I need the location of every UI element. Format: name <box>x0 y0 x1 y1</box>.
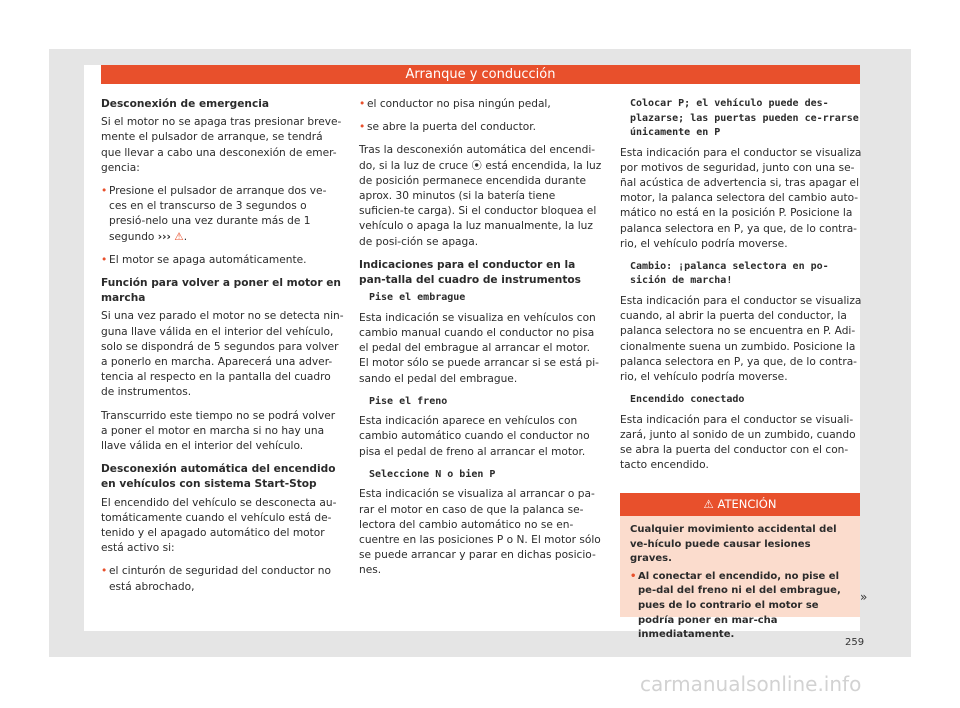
paragraph: Esta indicación para el conductor se visualiza por motivos de seguridad, junto con una se-ñal acústica de advertencia si, tras apagar el motor, la palanca selectora del cambio auto-mático no está en la posición P. Posicione la palanca selectora en P, ya que, de lo contra-rio, el vehículo podría moverse. <box>620 146 862 250</box>
warning-triangle-icon: ⚠ <box>703 497 714 511</box>
watermark: carmanualsonline.info <box>640 672 862 696</box>
bullet-text: Presione el pulsador de arranque dos ve-ces en el transcurso de 3 segundos o presió-nelo una vez durante más de 1 segundo <box>109 185 327 243</box>
column-middle <box>359 97 602 587</box>
warning-title: ATENCIÓN <box>717 497 777 511</box>
warning-header <box>620 493 860 516</box>
column-right <box>620 97 863 481</box>
reference-arrow: ››› <box>157 230 171 243</box>
page-number: 259 <box>845 637 865 648</box>
paragraph: Si el motor no se apaga tras presionar breve-mente el pulsador de arranque, se tendrá que llevar a cabo una desconexión de emer-gencia: <box>101 116 342 174</box>
heading-restart-function: Función para volver a poner el motor en marcha <box>101 277 341 305</box>
display-message: Colocar P; el vehículo puede des-plazarse; las puertas pueden ce-rrarse únicamente en P <box>630 98 859 138</box>
bullet-item: • el cinturón de seguridad del conductor no está abrochado, <box>101 564 344 594</box>
warning-body <box>620 516 860 643</box>
warning-box <box>620 493 860 641</box>
display-message: Pise el freno <box>369 395 448 407</box>
display-message: Pise el embrague <box>369 292 466 304</box>
display-message: Encendido conectado <box>630 394 745 406</box>
warning-triangle-icon: ⚠ <box>174 230 184 243</box>
bullet-item: • se abre la puerta del conductor. <box>359 120 602 135</box>
warning-bullet: • Al conectar el encendido, no pise el pe-dal del freno ni el del embrague, pues de lo contrario el motor se podría poner en mar-cha inmediatamente. <box>630 570 850 643</box>
heading-driver-indications: Indicaciones para el conductor en la pan-talla del cuadro de instrumentos <box>359 258 581 287</box>
warning-text: Cualquier movimiento accidental del ve-hículo puede causar lesiones graves. <box>630 524 837 565</box>
continue-marker: » <box>860 590 868 604</box>
display-message: Seleccione N o bien P <box>369 468 496 480</box>
paragraph: Esta indicación se visualiza al arrancar o pa-rar el motor en caso de que la palanca se-lectora del cambio automático no se en-cuentre en las posiciones P o N. El motor sólo se puede arrancar y parar en dichas posicio-nes. <box>359 488 601 577</box>
bullet-item: • el conductor no pisa ningún pedal, <box>359 97 602 112</box>
heading-emergency-shutdown: Desconexión de emergencia <box>101 98 269 110</box>
paragraph: Esta indicación aparece en vehículos con cambio automático cuando el conductor no pisa el pedal de freno al arrancar el motor. <box>359 415 590 458</box>
bullet-item: • El motor se apaga automáticamente. <box>101 253 344 268</box>
paragraph: Tras la desconexión automática del encendi-do, si la luz de cruce ⦿ está encendida, la luz de posición permanece encendida durante aprox. 30 minutos (si la batería tiene suficien-te carga). Si el conductor bloquea el vehículo o apaga la luz manualmente, la luz de posi-ción se apaga. <box>359 144 602 248</box>
paragraph: Esta indicación para el conductor se visualiza cuando, al abrir la puerta del conductor, la palanca selectora no se encuentra en P. Adi-cionalmente suena un zumbido. Posicione la palanca selectora en P, ya que, de lo contra-rio, el vehículo podría moverse. <box>620 294 862 383</box>
display-message: Cambio: ¡palanca selectora en po-sición de marcha! <box>630 260 829 287</box>
column-left <box>101 97 344 603</box>
paragraph: Esta indicación para el conductor se visuali-zará, junto al sonido de un zumbido, cuando se abra la puerta del conductor con el con-tacto encendido. <box>620 413 856 472</box>
paragraph: Esta indicación se visualiza en vehículos con cambio manual cuando el conductor no pisa el pedal del embrague al arrancar el motor. El motor sólo se puede arrancar si se está pi-sando el pedal del embrague. <box>359 311 599 385</box>
paragraph: Transcurrido este tiempo no se podrá volver a poner el motor en marcha si no hay una llave válida en el interior del vehículo. <box>101 409 336 453</box>
section-header: Arranque y conducción <box>101 65 860 84</box>
paragraph: El encendido del vehículo se desconecta au-tomáticamente cuando el vehículo está de-tenido y el apagado automático del motor está activo si: <box>101 496 337 555</box>
paragraph: Si una vez parado el motor no se detecta nin-guna llave válida en el interior del vehículo, solo se dispondrá de 5 segundos para volver a ponerlo en marcha. Aparecerá una adver-tencia al respecto en la pantalla del cuadro de instrumentos. <box>101 310 344 399</box>
heading-auto-ignition-off: Desconexión automática del encendido en vehículos con sistema Start-Stop <box>101 463 336 491</box>
bullet-item: • Presione el pulsador de arranque dos ve-ces en el transcurso de 3 segundos o presió-nelo una vez durante más de 1 segundo ››› ⚠. <box>101 184 344 245</box>
